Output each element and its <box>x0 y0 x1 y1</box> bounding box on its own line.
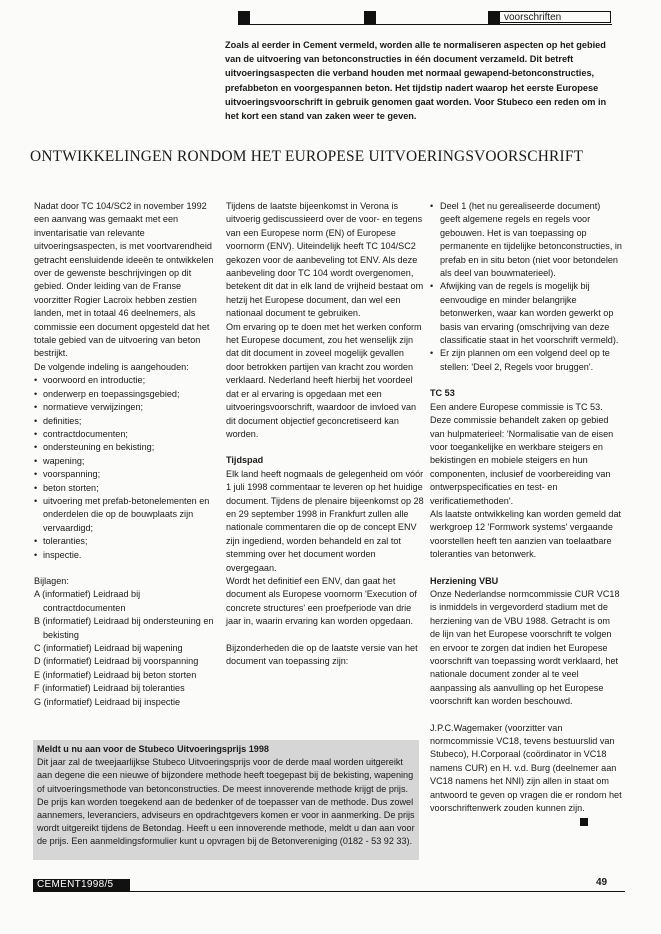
column-3 <box>430 200 622 829</box>
annex-item: B (informatief) Leidraad bij ondersteuning en bekisting <box>34 616 214 640</box>
list-item: • beton storten; <box>34 482 220 495</box>
outline-list <box>34 374 220 562</box>
column-1 <box>34 200 220 709</box>
paragraph: Wordt het definitief een ENV, dan gaat het document als Europese voornorm 'Execution of concrete structures' een proefperiode van drie jaar in, waarin ervaring kan worden opgedaan. <box>226 575 417 627</box>
section-header <box>238 11 612 25</box>
header-bar <box>488 11 500 24</box>
footer-rule <box>33 891 625 892</box>
annex-item: G (informatief) Leidraad bij inspectie <box>34 696 181 707</box>
intro-paragraph: Zoals al eerder in Cement vermeld, worden alle te normaliseren aspecten op het gebied van de uitvoering van betonconstructies in één document verzameld. Dit betreft uitvoeringsaspecten die verband houden met normaal gewapend-betonconstructies, prefabbeton en voorgespannen beton. Het tijdstip nadert waarop het eerste Europese uitvoeringsvoorschrift in gebruik genomen gaat worden. Voor Stubeco een reden om in het kort een stand van zaken weer te geven. <box>225 40 607 122</box>
end-mark-icon <box>580 818 588 826</box>
list-item: • onderwerp en toepassingsgebied; <box>34 388 220 401</box>
annex-item: D (informatief) Leidraad bij voorspanning <box>34 656 199 667</box>
paragraph: Nadat door TC 104/SC2 in november 1992 een aanvang was gemaakt met een inventarisatie van relevante uitvoeringsaspecten, is met voortvarendheid getracht eensluidende ideeën te ontwikkelen over de gewenste beschrijvingen op dit gebied. Onder leiding van de Franse voorzitter Rogier Lacroix hebben zestien landen, met in totaal 46 deelnemers, als commissie een document opgesteld dat het totale gebied van de uitvoering van beton bestrijkt. <box>34 201 214 359</box>
annex-item: C (informatief) Leidraad bij wapening <box>34 643 183 653</box>
list-item: • inspectie. <box>34 549 220 562</box>
paragraph: Om ervaring op te doen met het werken conform het Europese document, zou het wenselijk zijn dat dit document in zoveel mogelijk gevallen door betrokken partijen van kracht zou worden verklaard. Nederland heeft hierbij het voordeel dat er al ervaring is opgedaan met een uitvoeringsvoorschrift, waardoor de invloed van dit document objectief geconcretiseerd kan worden. <box>226 321 422 439</box>
paragraph: De volgende indeling is aangehouden: <box>34 361 189 372</box>
list-item: • definities; <box>34 415 220 428</box>
paragraph: J.P.C.Wagemaker (voorzitter van normcommissie VC18, tevens bestuurslid van Stubeco), H.Corporaal (coördinator in VC18 namens CUR) en H. v.d. Burg (deelnemer aan VC18 namens het NNI) zijn allen in staat om antwoord te geven op vragen die er rondom het voorschriftenwerk zouden kunnen zijn. <box>430 722 622 814</box>
list-item: • contractdocumenten; <box>34 428 220 441</box>
article-title: ONTWIKKELINGEN RONDOM HET EUROPESE UITVOERINGSVOORSCHRIFT <box>30 148 584 165</box>
list-item: • uitvoering met prefab-betonelementen en onderdelen die op de bouwplaats zijn vervaardigd; <box>34 495 220 535</box>
box-text: Dit jaar zal de tweejaarlijkse Stubeco Uitvoeringsprijs voor de derde maal worden uitgereikt aan degene die een nieuwe of bijzondere methode heeft toegepast bij de bekisting, wapening of uitvoeringsmethode van betonconstructies. De meest innoverende methode krijgt de prijs. De prijs kan worden toegekend aan de bedenker of de toepasser van de methode. Dus zowel aannemers, leveranciers, adviseurs en opdrachtgevers komen er voor in aanmerking. De prijs wordt uitgereikt tijdens de Betondag. Heeft u een innoverende methode, meldt u dan aan voor de prijs. Een aanmeldingsformulier kunt u opvragen bij de Betonvereniging (0182 - 53 92 33). <box>37 757 415 847</box>
list-item: • Deel 1 (het nu gerealiseerde document) geeft algemene regels en regels voor gebouwen. Het is van toepassing op permanente en tijdelijke betonconstructies, in prefab en in situ beton (niet voor betondelen als deel van bouwmaterieel). <box>430 200 622 280</box>
paragraph: Elk land heeft nogmaals de gelegenheid om vóór 1 juli 1998 commentaar te leveren op het huidige document. Tijdens de plenaire bijeenkomst op 28 en 29 september 1998 in Frankfurt zullen alle nationale commentaren die op de concept ENV zijn ingediend, worden behandeld en zal tot stemming over het document worden overgegaan. <box>226 468 424 573</box>
list-item: • ondersteuning en bekisting; <box>34 441 220 454</box>
list-item: • Er zijn plannen om een volgend deel op te stellen: 'Deel 2, Regels voor bruggen'. <box>430 347 622 374</box>
header-rule <box>238 24 612 25</box>
paragraph: Bijzonderheden die op de laatste versie van het document van toepassing zijn: <box>226 642 418 666</box>
paragraph: Onze Nederlandse normcommissie CUR VC18 is inmiddels in vergevorderd stadium met de herziening van de VBU 1988. Getracht is om de lijn van het Europese voorschrift te volgen en ervoor te zorgen dat indien het Europese voorschrift van toepassing wordt verklaard, het nationale document zonder al te veel aanpassing als aanvulling op het Europese voorschrift kan worden beschouwd. <box>430 588 620 707</box>
list-item: • Afwijking van de regels is mogelijk bij eenvoudige en minder belangrijke betonwerken, waar kan worden gewerkt op basis van ervaring (omschrijving van deze classificatie staat in het voorschrift vermeld). <box>430 280 622 347</box>
annex-item: A (informatief) Leidraad bij contractdocumenten <box>34 589 141 613</box>
column-2 <box>226 200 424 668</box>
paragraph: Als laatste ontwikkeling kan worden gemeld dat werkgroep 12 'Formwork systems' vergaande voorstellen heeft ten aanzien van toelaatbare toleranties van betonwerk. <box>430 508 622 560</box>
list-item: • toleranties; <box>34 535 220 548</box>
header-bar <box>364 11 376 24</box>
header-bar <box>238 11 250 24</box>
subheading-herziening-vbu: Herziening VBU <box>430 575 499 586</box>
paragraph: Een andere Europese commissie is TC 53. Deze commissie behandelt zaken op gebied van hulpmaterieel: 'Normalisatie van de eisen voor toegankelijke en werkbare steigers en bekistingen en mobiele steigers en hun componenten, inclusief de voorbereiding van ontwerpspecificaties en test- en verificatiemethoden'. <box>430 401 614 506</box>
prize-announcement-box <box>33 740 419 860</box>
annex-item: F (informatief) Leidraad bij toleranties <box>34 683 185 694</box>
list-item: • normatieve verwijzingen; <box>34 401 220 414</box>
list-item: • voorwoord en introductie; <box>34 374 220 387</box>
section-label: voorschriften <box>500 11 611 23</box>
subheading-tijdspad: Tijdspad <box>226 455 264 466</box>
box-heading: Meldt u nu aan voor de Stubeco Uitvoeringsprijs 1998 <box>37 744 269 754</box>
list-item: • voorspanning; <box>34 468 220 481</box>
page-number: 49 <box>596 877 608 888</box>
magazine-issue: CEMENT1998/5 <box>33 879 130 891</box>
subheading-tc53: TC 53 <box>430 388 455 399</box>
annex-item: E (informatief) Leidraad bij beton storten <box>34 669 197 680</box>
details-list <box>430 200 622 374</box>
list-item: • wapening; <box>34 455 220 468</box>
paragraph: Tijdens de laatste bijeenkomst in Verona is uitvoerig gediscussieerd over de voor- en tegens van een Europese norm (EN) of Europese voornorm (ENV). Uiteindelijk heeft TC 104/SC2 gekozen voor de aanbeveling tot ENV. Als deze aanbeveling door TC 104 wordt overgenomen, betekent dit dat in elk land de vrijheid bestaat om hetzij het Europese document, dan wel een nationaal document te gebruiken. <box>226 201 424 319</box>
annex-heading: Bijlagen: <box>34 575 69 586</box>
